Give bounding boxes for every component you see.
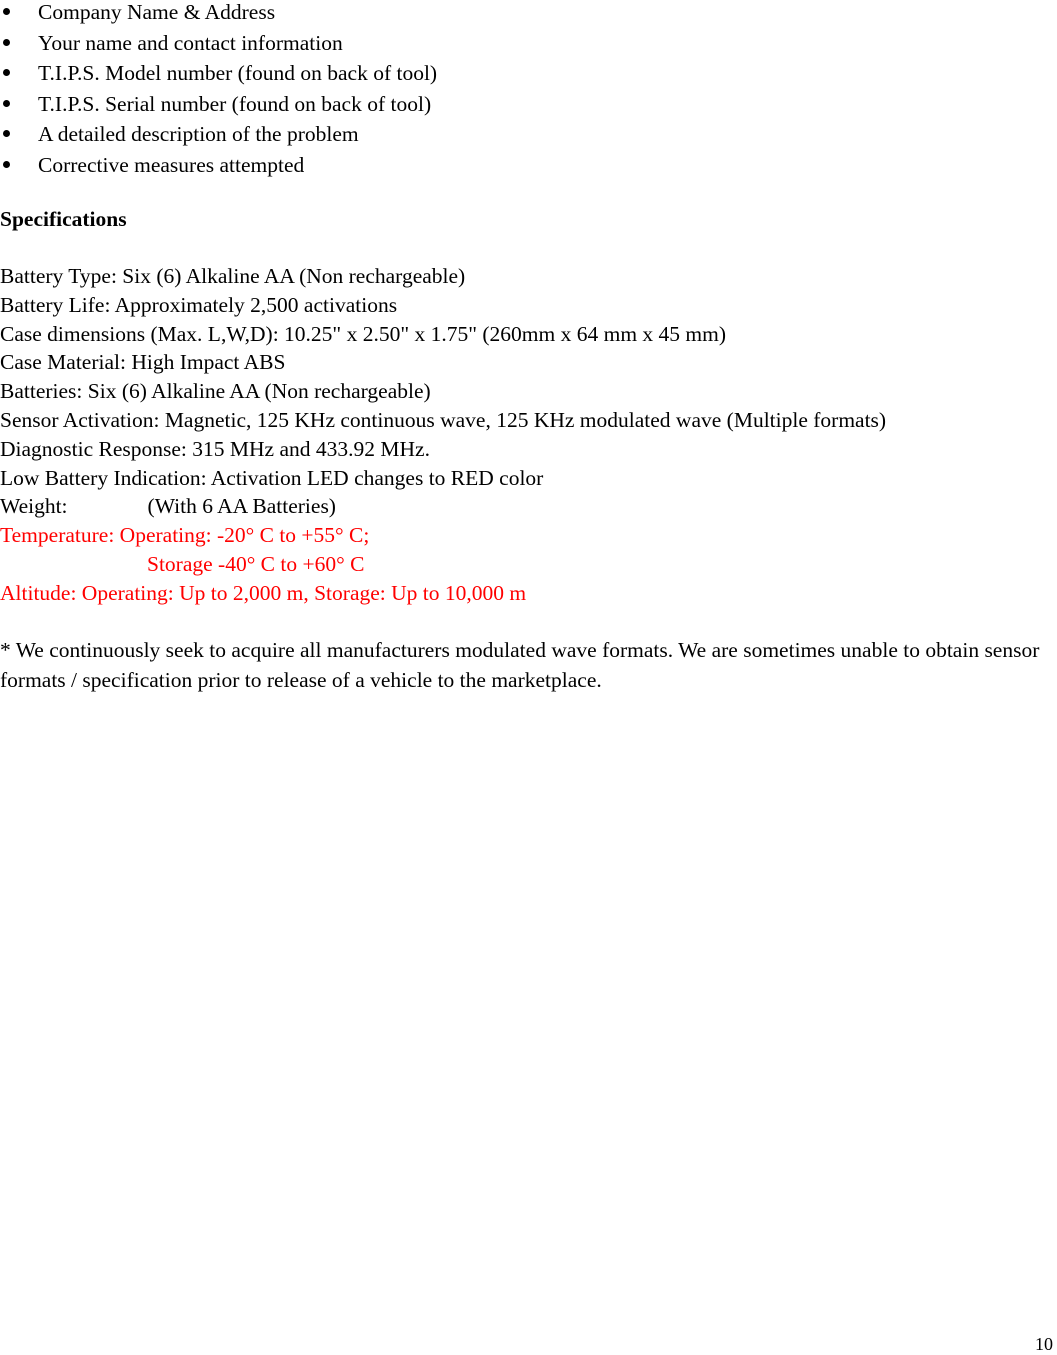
spec-altitude: Altitude: Operating: Up to 2,000 m, Storage: Up to 10,000 m bbox=[0, 580, 527, 605]
specifications-list bbox=[0, 262, 886, 608]
list-item-text: Company Name & Address bbox=[38, 0, 276, 24]
list-item-text: Corrective measures attempted bbox=[38, 152, 305, 177]
spec-weight bbox=[0, 492, 886, 521]
spec-case-material: Case Material: High Impact ABS bbox=[0, 350, 286, 375]
list-item-text: A detailed description of the problem bbox=[38, 122, 359, 146]
list-item bbox=[0, 28, 437, 59]
footnote: * We continuously seek to acquire all manufacturers modulated wave formats. We are sometimes unable to obtain sensor formats / specification prior to release of a vehicle to the marketplace. bbox=[0, 638, 1040, 692]
bullet-icon bbox=[3, 161, 10, 168]
page-number: 10 bbox=[1035, 1334, 1053, 1354]
spec-temperature-storage-row bbox=[0, 550, 886, 579]
spec-battery-type: Battery Type: Six (6) Alkaline AA (Non rechargeable) bbox=[0, 264, 466, 288]
bullet-icon bbox=[3, 8, 10, 15]
spec-batteries: Batteries: Six (6) Alkaline AA (Non rechargeable) bbox=[0, 379, 431, 404]
spec-weight-note: (With 6 AA Batteries) bbox=[147, 494, 336, 519]
spec-case-dimensions: Case dimensions (Max. L,W,D): 10.25" x 2.50" x 1.75" (260mm x 64 mm x 45 mm) bbox=[0, 321, 727, 346]
support-info-checklist bbox=[0, 0, 437, 180]
spec-temperature-operating: Temperature: Operating: -20° C to +55° C; bbox=[0, 523, 370, 548]
bullet-icon bbox=[3, 39, 10, 46]
bullet-icon bbox=[3, 130, 10, 137]
spec-temperature-storage: Storage -40° C to +60° C bbox=[147, 551, 365, 576]
spec-battery-life: Battery Life: Approximately 2,500 activations bbox=[0, 292, 398, 317]
list-item bbox=[0, 58, 437, 89]
list-item-text: T.I.P.S. Model number (found on back of tool) bbox=[38, 61, 438, 85]
spec-diagnostic-response: Diagnostic Response: 315 MHz and 433.92 MHz. bbox=[0, 436, 430, 461]
list-item bbox=[0, 89, 437, 120]
bullet-icon bbox=[3, 100, 10, 107]
bullet-icon bbox=[3, 69, 10, 76]
list-item-text: T.I.P.S. Serial number (found on back of tool) bbox=[38, 91, 432, 116]
list-item-text: Your name and contact information bbox=[38, 30, 343, 55]
list-item bbox=[0, 150, 437, 181]
spec-weight-label: Weight: bbox=[0, 494, 68, 519]
spec-low-battery: Low Battery Indication: Activation LED changes to RED color bbox=[0, 465, 544, 490]
list-item bbox=[0, 0, 437, 28]
specifications-heading: Specifications bbox=[0, 207, 127, 231]
list-item bbox=[0, 119, 437, 150]
spec-sensor-activation: Sensor Activation: Magnetic, 125 KHz continuous wave, 125 KHz modulated wave (Multiple formats) bbox=[0, 407, 887, 432]
